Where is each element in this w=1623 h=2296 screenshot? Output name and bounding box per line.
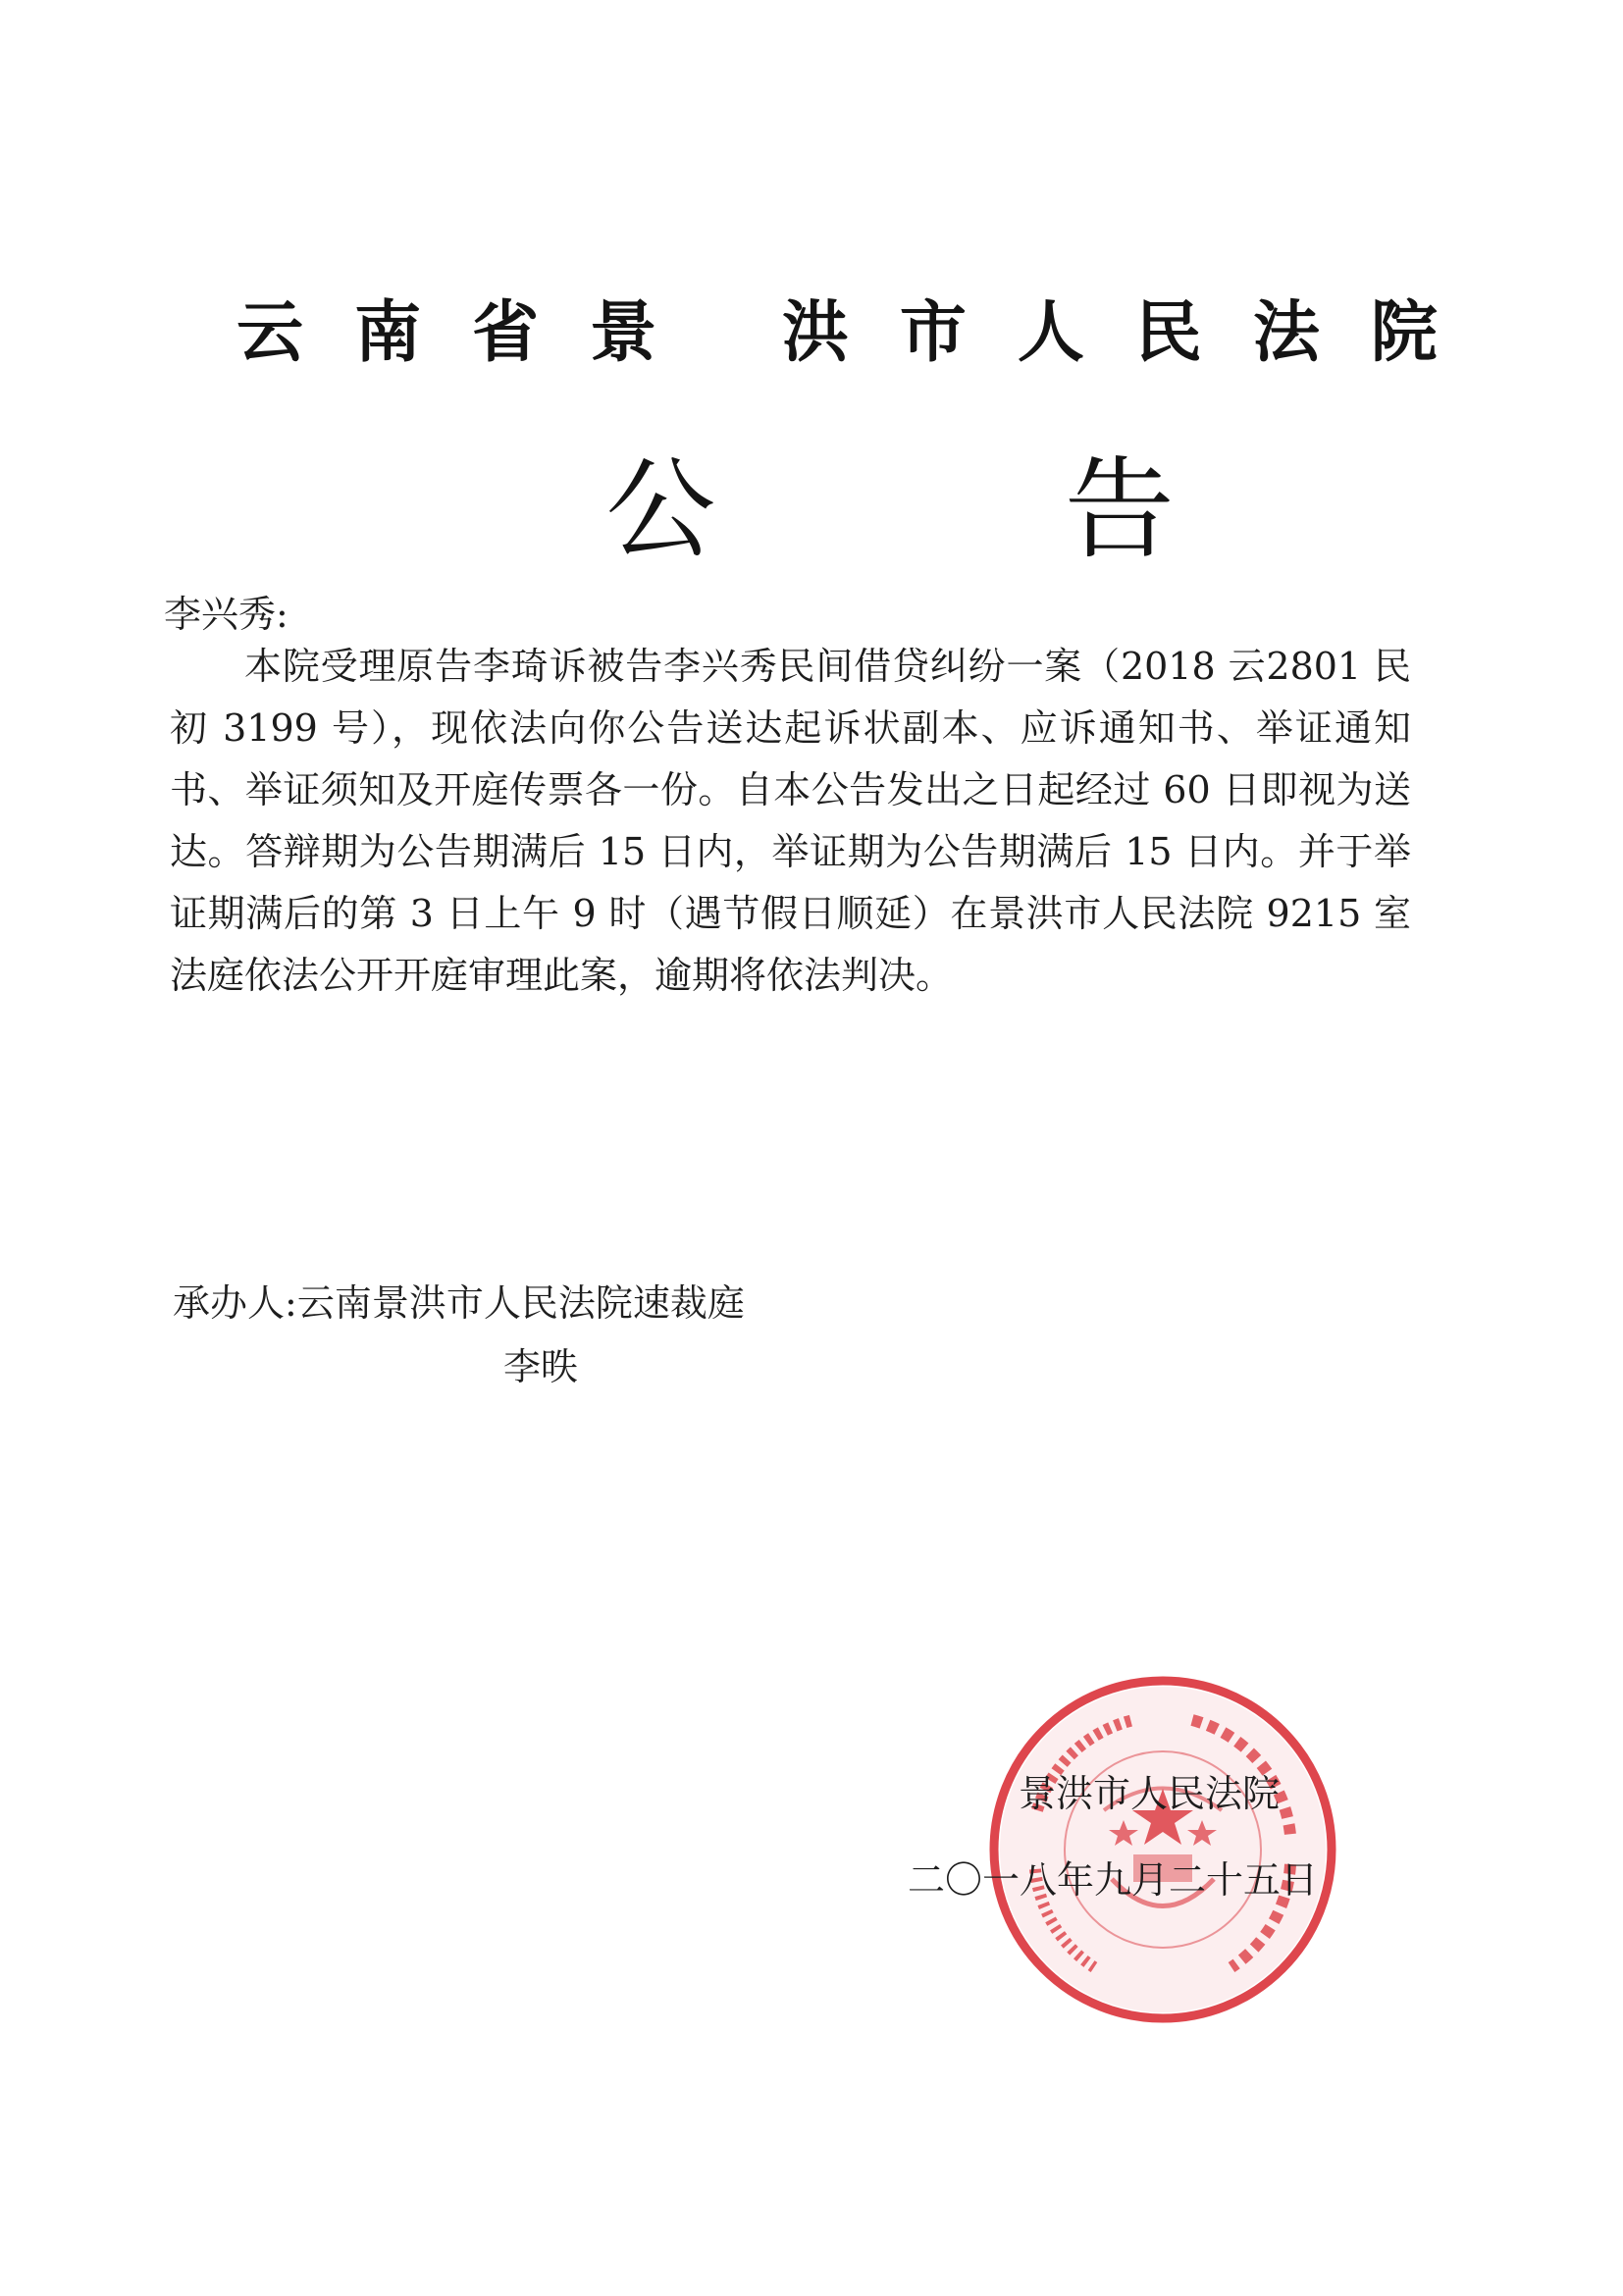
issuing-court: 景洪市人民法院 [1019, 1772, 1281, 1815]
notice-body [170, 636, 1411, 1007]
notice-paragraph: 本院受理原告李琦诉被告李兴秀民间借贷纠纷一案（2018 云2801 民初 3199 号），现依法向你公告送达起诉状副本、应诉通知书、举证通知书、举证须知及开庭传票各一份。自本公告发出之日起经过 60 日即视为送达。答辩期为公告期满后 15 日内，举证期为公告期满后 15 日内。并于举证期满后的第 3 日上午 9 时（遇节假日顺延）在景洪市人民法院 9215 室法庭依法公开开庭审理此案，逾期将依法判决。 [170, 645, 1411, 997]
notice-title: 公 告 [605, 446, 1332, 574]
issue-date: 二〇一八年九月二十五日 [908, 1858, 1319, 1902]
handler-label: 承办人: [173, 1281, 297, 1325]
court-name-heading: 云南省景 洪市人民法院 [236, 294, 1489, 372]
handler-name: 李昳 [503, 1345, 579, 1388]
handler-department: 云南景洪市人民法院速裁庭 [296, 1281, 745, 1325]
handler-line [173, 1274, 745, 1332]
addressee: 李兴秀: [164, 593, 288, 636]
